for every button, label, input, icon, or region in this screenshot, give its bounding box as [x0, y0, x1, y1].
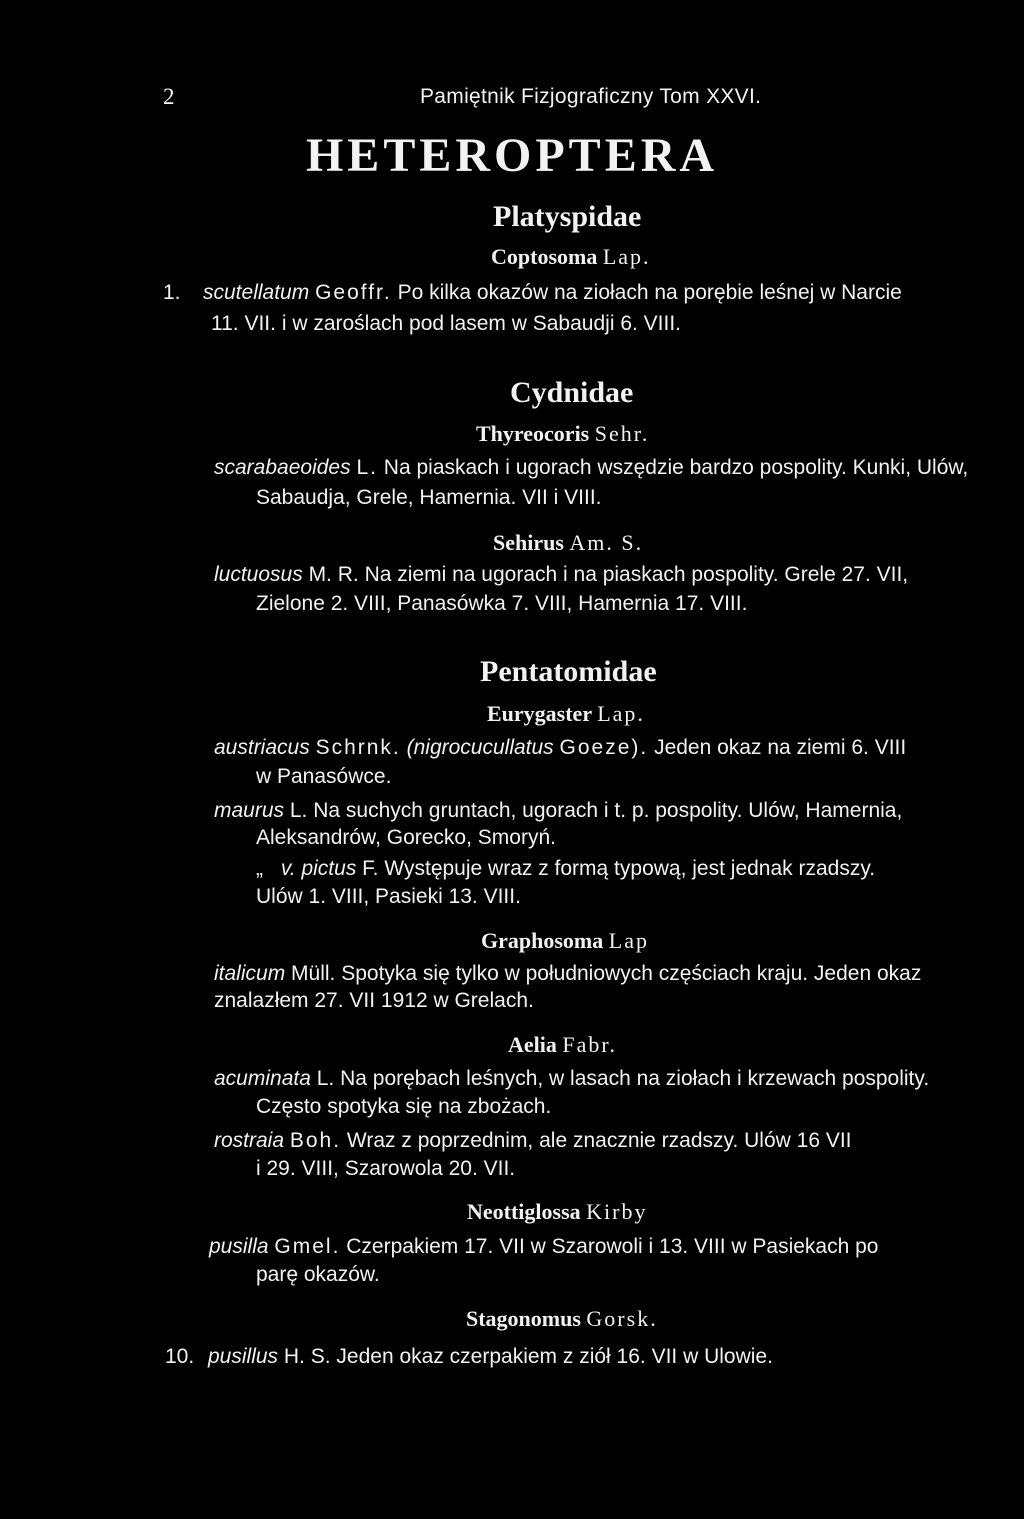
genus-graphosoma	[481, 928, 649, 954]
entry-luctuosus-line2: Zielone 2. VIII, Panasówka 7. VIII, Hamernia 17. VIII.	[256, 592, 748, 615]
species-author: F.	[362, 857, 379, 880]
entry-pictus-line1	[256, 857, 875, 881]
species-author: Boh.	[289, 1129, 342, 1152]
entry-maurus-line1	[214, 799, 902, 823]
species-author: L.	[356, 456, 378, 479]
species-author: Geoffr.	[315, 281, 392, 304]
entry-scarabaeoides-line2: Sabaudja, Grele, Hamernia. VII i VIII.	[256, 486, 602, 509]
species-author: Müll.	[291, 962, 336, 985]
genus-name: Aelia	[508, 1032, 557, 1057]
entry-number: 1.	[163, 281, 181, 304]
species-name: v. pictus	[280, 857, 357, 880]
species-name: luctuosus	[214, 563, 303, 586]
species-name: acuminata	[214, 1067, 311, 1090]
species-author: L.	[316, 1067, 335, 1090]
entry-scutellatum-line1	[163, 281, 902, 305]
species-author: H. S.	[283, 1345, 331, 1368]
synonym-name: (nigrocucullatus	[406, 736, 554, 759]
entry-text: Wraz z poprzednim, ale znacznie rzadszy. Ulów 16 VII	[346, 1129, 852, 1152]
entry-italicum-line1	[214, 962, 921, 986]
family-cydnidae: Cydnidae	[510, 376, 634, 409]
entry-scutellatum-line2: 11. VII. i w zaroślach pod lasem w Sabaudji 6. VIII.	[211, 312, 682, 335]
genus-name: Neottiglossa	[467, 1199, 581, 1224]
genus-author: Kirby	[586, 1199, 648, 1224]
species-author: M. R.	[308, 563, 359, 586]
entry-text: Spotyka się tylko w południowych częściach kraju. Jeden okaz	[341, 962, 922, 985]
entry-rostrata-line2: i 29. VIII, Szarowola 20. VII.	[256, 1157, 516, 1180]
entry-text: Jeden okaz czerpakiem z ziół 16. VII w Ulowie.	[336, 1345, 773, 1368]
entry-text: Na ziemi na ugorach i na piaskach pospolity. Grele 27. VII,	[364, 563, 909, 586]
entry-text: Czerpakiem 17. VII w Szarowoli i 13. VIII w Pasiekach po	[346, 1235, 879, 1258]
entry-pusillus-line1	[165, 1345, 773, 1369]
genus-stagonomus	[466, 1306, 658, 1332]
genus-author: Lap.	[597, 701, 645, 726]
genus-name: Coptosoma	[491, 244, 598, 269]
species-author: L.	[289, 799, 308, 822]
species-name: austriacus	[214, 736, 310, 759]
entry-acuminata-line1	[214, 1067, 929, 1091]
genus-author: Lap.	[602, 244, 651, 269]
entry-austriacus-line2: w Panasówce.	[256, 765, 392, 788]
genus-name: Sehirus	[493, 530, 564, 555]
running-header: Pamiętnik Fizjograficzny Tom XXVI.	[420, 85, 762, 108]
genus-name: Thyreocoris	[476, 421, 590, 446]
genus-name: Stagonomus	[466, 1306, 581, 1331]
ditto-mark: „	[256, 857, 263, 880]
genus-author: Fabr.	[562, 1032, 618, 1057]
genus-author: Gorsk.	[586, 1306, 658, 1331]
entry-scarabaeoides-line1	[214, 456, 968, 480]
genus-name: Graphosoma	[481, 928, 604, 953]
species-name: rostraia	[214, 1129, 285, 1152]
page-number: 2	[163, 84, 175, 109]
family-pentatomidae: Pentatomidae	[480, 655, 657, 688]
entry-text: Na porębach leśnych, w lasach na ziołach i krzewach pospolity.	[340, 1067, 930, 1090]
entry-text: Na piaskach i ugorach wszędzie bardzo pospolity. Kunki, Ulów,	[383, 456, 969, 479]
genus-sehirus	[493, 530, 643, 556]
genus-aelia	[508, 1032, 617, 1058]
genus-coptosoma	[491, 244, 651, 270]
species-name: scarabaeoides	[214, 456, 351, 479]
species-author: Schrnk.	[315, 736, 401, 759]
entry-rostrata-line1	[214, 1129, 852, 1153]
entry-maurus-line2: Aleksandrów, Gorecko, Smoryń.	[256, 826, 556, 849]
entry-pictus-line2: Ulów 1. VIII, Pasieki 13. VIII.	[256, 885, 521, 908]
entry-italicum-line2: znalazłem 27. VII 1912 w Grelach.	[214, 989, 534, 1012]
genus-author: Lap	[608, 928, 649, 953]
entry-text: Jeden okaz na ziemi 6. VIII	[654, 736, 907, 759]
genus-thyreocoris	[476, 421, 649, 447]
genus-name: Eurygaster	[487, 701, 592, 726]
species-name: scutellatum	[203, 281, 310, 304]
genus-neottiglossa	[467, 1199, 647, 1225]
genus-author: Sehr.	[594, 421, 650, 446]
entry-acuminata-line2: Często spotyka się na zbożach.	[256, 1095, 552, 1118]
species-name: pusilla	[209, 1235, 269, 1258]
entry-text: Na suchych gruntach, ugorach i t. p. pospolity. Ulów, Hamernia,	[313, 799, 903, 822]
genus-eurygaster	[487, 701, 645, 727]
genus-author: Am. S.	[569, 530, 644, 555]
entry-austriacus-line1	[214, 736, 906, 760]
entry-luctuosus-line1	[214, 563, 908, 587]
species-name: pusillus	[208, 1345, 279, 1368]
entry-number: 10.	[165, 1345, 195, 1368]
species-name: maurus	[214, 799, 285, 822]
species-name: italicum	[214, 962, 286, 985]
entry-text: Po kilka okazów na ziołach na porębie leśnej w Narcie	[397, 281, 902, 304]
family-platyspidae: Platyspidae	[493, 200, 642, 233]
entry-pusilla-line2: parę okazów.	[256, 1263, 380, 1286]
species-author: Gmel.	[274, 1235, 341, 1258]
order-title: HETEROPTERA	[305, 129, 719, 182]
entry-pusilla-line1	[209, 1235, 878, 1259]
synonym-author: Goeze).	[559, 736, 649, 759]
entry-text: Występuje wraz z formą typową, jest jednak rzadszy.	[384, 857, 876, 880]
